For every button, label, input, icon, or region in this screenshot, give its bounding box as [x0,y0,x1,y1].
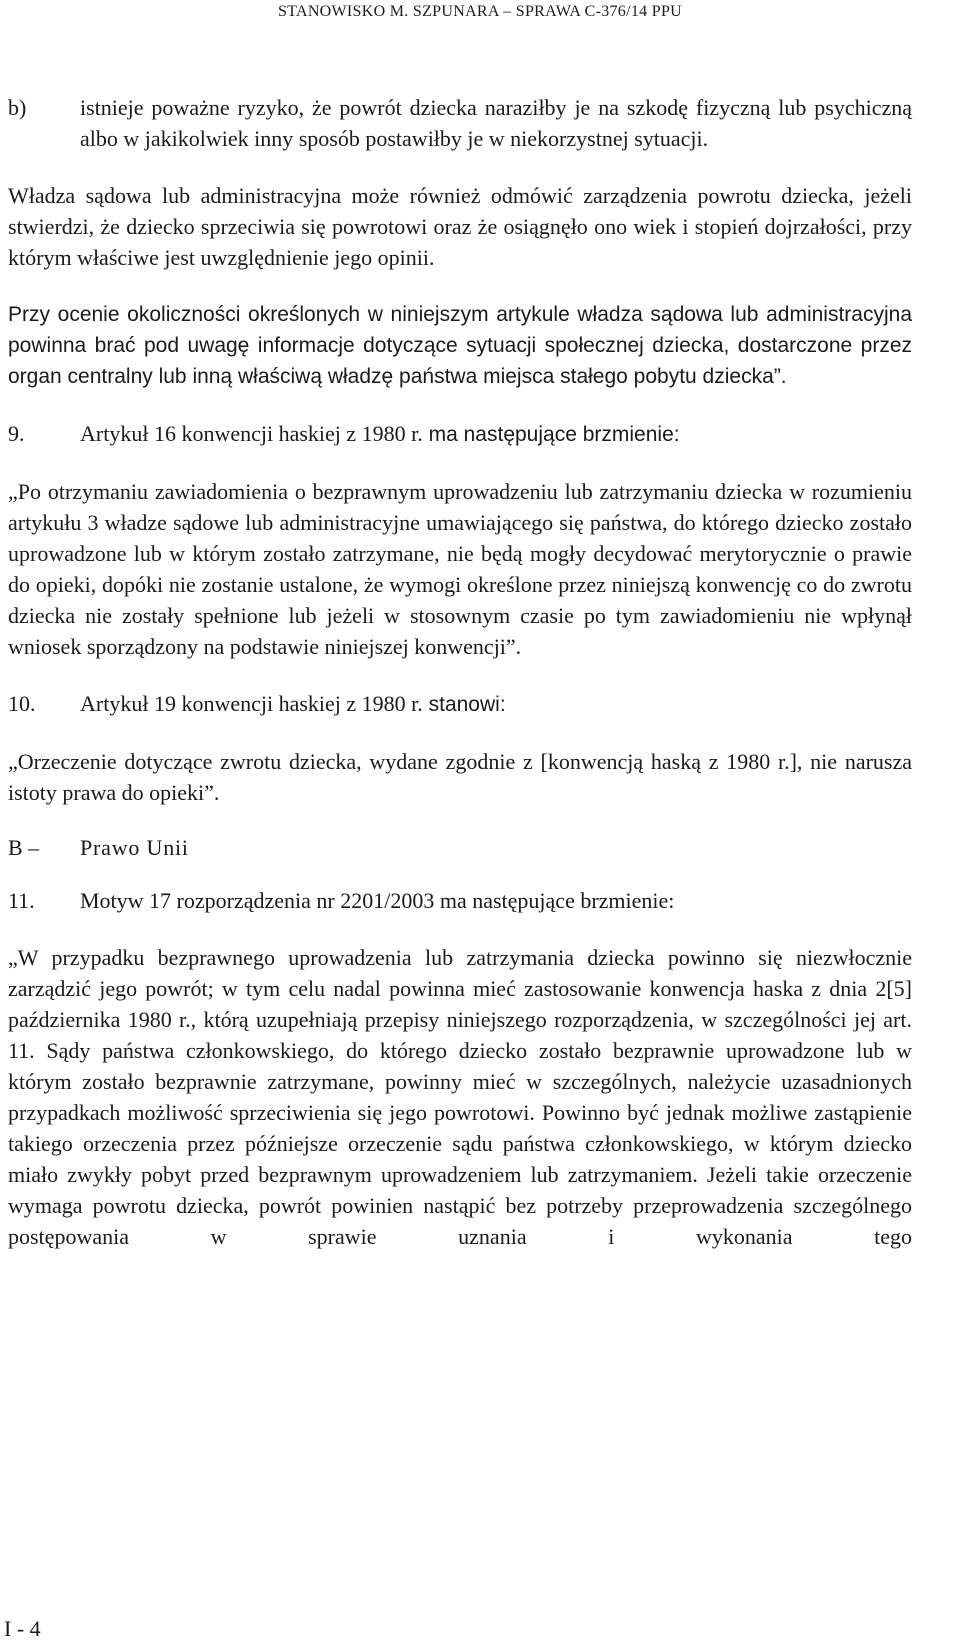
point-text-serif: Artykuł 16 konwencji haskiej z 1980 r. [80,421,423,446]
list-item-text: istnieje poważne ryzyko, że powrót dziecka naraziłby je na szkodę fizyczną lub psychiczną albo w jakikolwiek inny sposób postawiłby je w niekorzystnej sytuacji. [80,95,912,151]
point-10 [8,688,912,720]
list-item-b [8,92,912,154]
point-text-sans: stanowi: [422,693,506,716]
point-text [80,688,912,720]
section-heading-b [8,832,912,863]
section-title: Prawo Unii [80,835,189,860]
point-text [80,418,912,450]
point-number: 10. [8,691,36,716]
quote-recital-17: „W przypadku bezprawnego uprowadzenia lub zatrzymania dziecka powinno się niezwłocznie zarządzić jego powrót; w tym celu nadal powinna mieć zastosowanie konwencja haska z dnia 2[5] października 1980 r., którą uzupełniają przepisy niniejszego rozporządzenia, w szczególności jej art. 11. Sądy państwa członkowskiego, do którego dziecko zostało bezprawnie uprowadzone lub w którym zostało bezprawnie zatrzymane, powinny mieć w szczególnych, należycie uzasadnionych przypadkach możliwość sprzeciwienia się jego powrotowi. Powinno być jednak możliwe zastąpienie takiego orzeczenia przez późniejsze orzeczenie sądu państwa członkowskiego, w którym dziecko miało zwykły pobyt przed bezprawnym uprowadzeniem lub zatrzymaniem. Jeżeli takie orzeczenie wymaga powrotu dziecka, powrót powinien nastąpić bez potrzeby przeprowadzenia szczególnego postępowania w sprawie uznania i wykonania tego [8,945,912,1249]
point-text-sans: ma następujące brzmienie: [422,423,680,446]
paragraph-authority-refusal: Władza sądowa lub administracyjna może również odmówić zarządzenia powrotu dziecka, jeżeli stwierdzi, że dziecko sprzeciwia się powrotowi oraz że osiągnęło ono wiek i stopień dojrzałości, przy którym właściwe jest uwzględnienie jego opinii. [8,183,912,270]
point-11 [8,885,912,916]
point-number: 11. [8,888,35,913]
list-marker: b) [8,95,27,120]
document-body [8,92,912,1252]
quote-article-16: „Po otrzymaniu zawiadomienia o bezprawnym uprowadzeniu lub zatrzymaniu dziecka w rozumieniu artykułu 3 władze sądowe lub administracyjne umawiającego się państwa, do którego dziecko zostało uprowadzone lub w którym zostało zatrzymane, nie będą mogły decydować merytorycznie o prawie do opieki, dopóki nie zostanie ustalone, że wymogi określone przez niniejszą konwencję co do zwrotu dziecka nie zostały spełnione lub jeżeli w stosownym czasie po tym zawiadomieniu nie wpłynął wniosek sporządzony na podstawie niniejszej konwencji”. [8,479,912,659]
point-number: 9. [8,421,25,446]
section-letter: B – [8,835,40,860]
point-text: Motyw 17 rozporządzenia nr 2201/2003 ma następujące brzmienie: [80,888,675,913]
paragraph-assessment: Przy ocenie okoliczności określonych w niniejszym artykule władza sądowa lub administracyjna powinna brać pod uwagę informacje dotyczące sytuacji społecznej dziecka, dostarczone przez organ centralny lub inną właściwą władzę państwa miejsca stałego pobytu dziecka”. [8,303,912,388]
running-header: STANOWISKO M. SZPUNARA – SPRAWA C-376/14 PPU [277,3,683,20]
page-number: I - 4 [4,1616,41,1641]
point-9 [8,418,912,450]
quote-article-19: „Orzeczenie dotyczące zwrotu dziecka, wydane zgodnie z [konwencją haską z 1980 r.], nie narusza istoty prawa do opieki”. [8,749,912,805]
point-text-serif: Artykuł 19 konwencji haskiej z 1980 r. [80,691,423,716]
